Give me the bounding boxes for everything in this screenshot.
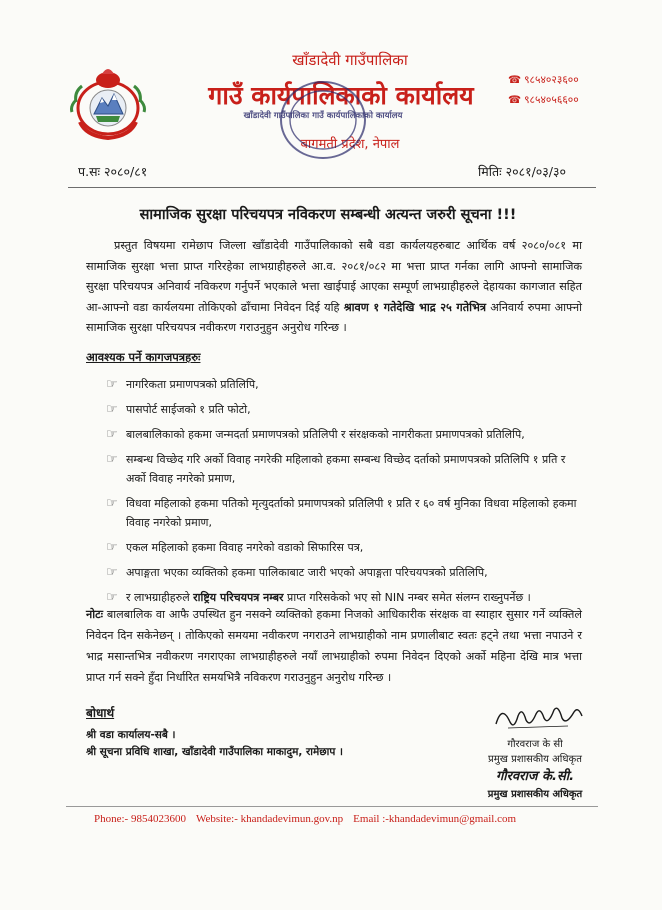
body-deadline: श्रावण १ गतेदेखि भाद्र २५ गतेभित्र [343,300,487,314]
pointing-hand-icon: ☞ [106,402,118,417]
footer-email: Email :-khandadevimun@gmail.com [353,813,517,825]
pointing-hand-icon: ☞ [106,496,118,511]
list-item [106,450,586,488]
body-text-end: अनिवार्य रुपमा आफ्नो सामाजिक सुरक्षा परिचयपत्र नवीकरण गराउनुहुन अनुरोध गरिन्छ । [86,300,582,334]
list-item-text-start: र लाभग्राहीहरुले [126,591,194,604]
office-stamp [243,72,403,168]
phone-icon: ☎ [508,74,522,86]
required-documents-heading: आवश्यक पर्ने कागजपत्रहरुः [86,350,201,364]
phone-line [508,70,579,90]
footer-divider [66,806,598,807]
nepal-government-emblem-icon [66,62,150,142]
footer-contact [94,813,574,825]
list-item-text: अपाङ्गता भएका व्यक्तिको हकमा पालिकाबाट जारी भएको अपाङ्गता परिचयपत्रको प्रतिलिपि, [126,566,488,579]
cc-line: श्री सूचना प्रविधि शाखा, खाँडादेवी गाउँपालिका माकादुम, रामेछाप । [86,746,343,758]
list-item-text: नागरिकता प्रमाणपत्रको प्रतिलिपि, [126,378,259,391]
list-item [106,538,586,557]
notice-subject: सामाजिक सुरक्षा परिचयपत्र नविकरण सम्बन्धी अत्यन्त जरुरी सूचना !!! [139,207,517,223]
phone-line [508,90,579,110]
footer-website: Website:- khandadevimun.gov.np [195,813,344,825]
note-label: नोटः [86,608,104,621]
list-item [106,400,586,419]
pointing-hand-icon: ☞ [106,565,118,580]
list-item-text: बालबालिकाको हकमा जन्मदर्ता प्रमाणपत्रको प्रतिलिपी र संरक्षकको नागरीकता प्रमाणपत्रको प्रतिलिपि, [126,428,525,441]
body-text-start: प्रस्तुत विषयमा रामेछाप जिल्ला खाँडादेवी गाउँपालिकाको सबै वडा कार्यलयहरुबाट आर्थिक वर्ष २०८०/०८१ मा सामाजिक सुरक्षा भत्ता प्राप्त गरिरहेका लाभग्राहीहरुले आ.व. २०८१/०८२ मा भत्ता प्राप्त गर्नका लागि आफ्नो सामाजिक सुरक्षा परिचयपत्र अनिवार्य नविकरण गर्नुपर्ने भएकाले भत्ता खाईपाई आएका सम्पूर्ण लाभग्राहीहरुले देहायका कागजात सहित आ-आफ्नो वडा कार्यलयमा तोकिएको ढाँचामा निवेदन दिई यहि [86,239,582,314]
notice-note [86,604,582,688]
letter-date: मितिः २०८१/०३/३० [478,164,566,179]
note-text: बालबालिक वा आफै उपस्थित हुन नसक्ने व्यक्तिको हकमा निजको आधिकारीक संरक्षक वा स्याहार सुसार गर्ने व्यक्तिले निवेदन दिन सकेनेछन् । तोकिएको समयमा नवीकरण नगराउने लाभग्राहीको नाम प्रणालीबाट स्वतः हट्ने तथा भत्ता नपाउने र भाद्र मसान्तभित्र नवीकरण नगराएका लाभग्राहीहरुले नयाँ लाभग्राहीको रुपमा निवेदन दिएको अर्को महिना देखि मात्र भत्ता प्राप्त गर्न सक्ने हुँदा निर्धारित समयभित्रै नविकरण गराउनुहुन अनुरोध गरिन्छ । [86,608,582,684]
list-item [106,375,586,394]
list-item-text-end: प्राप्त गरिसकेको भए सो NIN नम्बर समेत संलग्न राख्नुपर्नेछ । [283,591,531,604]
list-item-text: विधवा महिलाको हकमा पतिको मृत्युदर्ताको प्रमाणपत्रको प्रतिलिपी १ प्रति र ६० वर्ष मुनिका विधवा महिलाको हकमा विवाह नगरेको प्रमाण, [126,497,577,529]
office-name: गाउँ कार्यपालिकाको कार्यालय [208,81,474,110]
notice-body [86,236,582,339]
handwritten-signature [488,696,588,736]
cc-heading: बोधार्थ [86,706,115,720]
office-address: बागमती प्रदेश, नेपाल [300,137,400,152]
reference-number: प.सः २०८०/८१ [78,164,148,179]
signatory-stamp-name: गौरवराज के.सी. [495,769,575,784]
signatory-name: गौरवराज के सी [507,739,563,750]
list-item [106,494,586,532]
footer-phone: Phone:- 9854023600 [94,813,186,825]
signatory-stamp-title: प्रमुख प्रशासकीय अधिकृत [487,789,583,800]
municipality-name: खाँडादेवी गाउँपालिका [292,51,408,69]
signatory-title: प्रमुख प्रशासकीय अधिकृत [488,754,582,765]
pointing-hand-icon: ☞ [106,590,118,605]
cc-line: श्री वडा कार्यालय-सबै । [86,729,176,741]
phone-number: ९८५४०२३६०० [524,74,579,86]
header-divider [68,187,596,188]
phone-icon: ☎ [508,94,522,106]
required-documents-list [106,375,586,613]
pointing-hand-icon: ☞ [106,452,118,467]
list-item-text: सम्बन्ध विच्छेद गरि अर्को विवाह नगरेकी महिलाको हकमा सम्बन्ध विच्छेद दर्ताको प्रमाणपत्रको प्रतिलिपि १ प्रति र अर्को विवाह नगरेको प्रमाण, [126,453,566,485]
list-item-text: पासपोर्ट साईजको १ प्रति फोटो, [126,403,251,416]
stamp-text [243,110,404,121]
pointing-hand-icon: ☞ [106,540,118,555]
list-item-text: एकल महिलाको हकमा विवाह नगरेको वडाको सिफारिस पत्र, [126,541,364,554]
list-item [106,563,586,582]
stamp-text-line: खाँडादेवी गाउँपालिका गाउँ कार्यपालिकाको कार्यालय [243,111,403,121]
pointing-hand-icon: ☞ [106,377,118,392]
list-item-bold: राष्ट्रिय परिचयपत्र नम्बर [193,591,284,604]
pointing-hand-icon: ☞ [106,427,118,442]
list-item [106,425,586,444]
phone-number: ९८५४०५६६०० [524,94,579,106]
phone-numbers [508,70,579,110]
